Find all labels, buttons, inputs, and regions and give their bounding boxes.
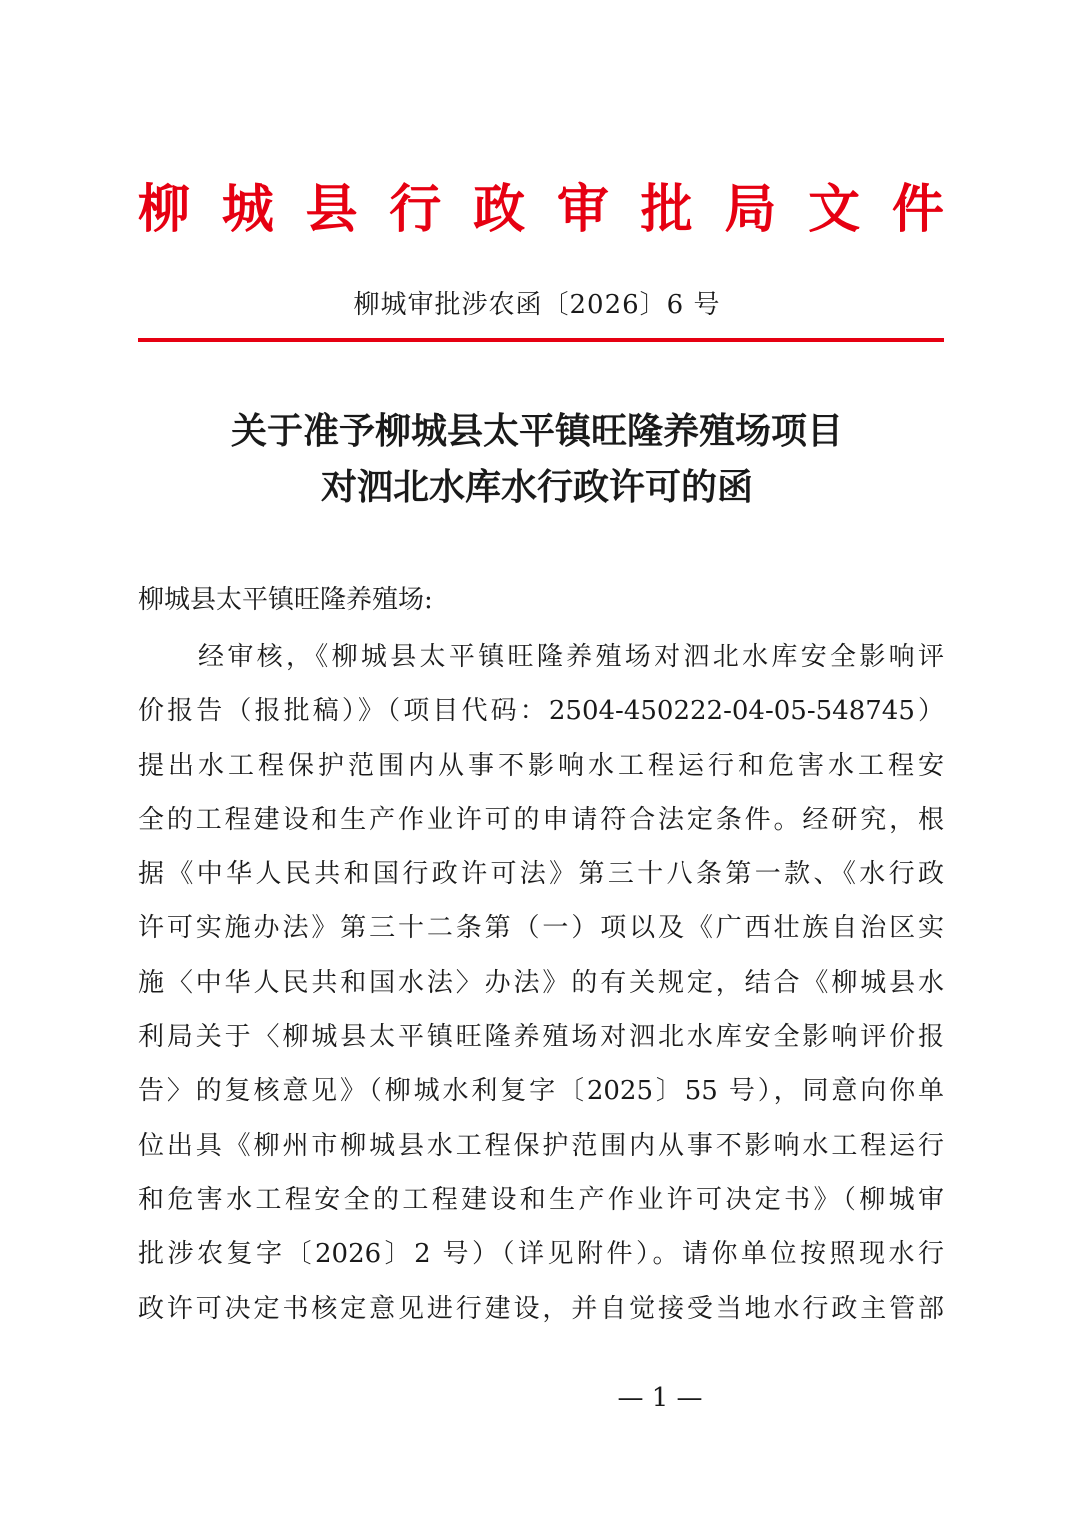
document-number: 柳城审批涉农函〔2026〕6 号	[353, 290, 721, 320]
red-divider-line	[138, 338, 944, 342]
body-line: 价报告（报批稿）》（项目代码：2504-450222-04-05-548745）	[138, 696, 944, 727]
header-char: 文	[808, 180, 861, 240]
body-line: 施〈中华人民共和国水法〉办法》的有关规定，结合《柳城县水	[138, 967, 944, 998]
body-line: 和危害水工程安全的工程建设和生产作业许可决定书》（柳城审	[138, 1184, 944, 1215]
header-char: 县	[305, 180, 358, 240]
body-line: 批涉农复字〔2026〕2 号）（详见附件）。请你单位按照现水行	[138, 1239, 944, 1270]
header-char: 批	[640, 180, 693, 240]
body-line: 位出具《柳州市柳城县水工程保护范围内从事不影响水工程运行	[138, 1130, 944, 1161]
title-line-2: 对泗北水库水行政许可的函	[320, 467, 753, 508]
header-char: 件	[891, 180, 944, 240]
document-title	[0, 404, 1074, 516]
header-char: 城	[221, 180, 274, 240]
header-char: 审	[556, 180, 609, 240]
header-char: 局	[724, 180, 777, 240]
recipient-line: 柳城县太平镇旺隆养殖场:	[138, 585, 433, 615]
page-number: — 1 —	[617, 1383, 703, 1413]
document-issuer-header	[138, 178, 944, 242]
body-line: 经审核，《柳城县太平镇旺隆养殖场对泗北水库安全影响评	[198, 642, 944, 672]
header-char: 政	[473, 180, 526, 240]
body-line: 政许可决定书核定意见进行建设，并自觉接受当地水行政主管部	[138, 1293, 944, 1324]
body-line: 全的工程建设和生产作业许可的申请符合法定条件。经研究，根	[138, 804, 944, 835]
body-line: 利局关于〈柳城县太平镇旺隆养殖场对泗北水库安全影响评价报	[138, 1022, 944, 1053]
body-line: 据《中华人民共和国行政许可法》第三十八条第一款、《水行政	[138, 859, 944, 890]
header-char: 柳	[138, 180, 191, 240]
body-line: 许可实施办法》第三十二条第（一）项以及《广西壮族自治区实	[138, 913, 944, 944]
body-line: 告〉的复核意见》（柳城水利复字〔2025〕55 号），同意向你单	[138, 1076, 944, 1107]
title-line-1: 关于准予柳城县太平镇旺隆养殖场项目	[230, 411, 843, 452]
header-char: 行	[389, 180, 442, 240]
body-line: 提出水工程保护范围内从事不影响水工程运行和危害水工程安	[138, 750, 944, 781]
body-paragraph	[138, 637, 944, 1343]
